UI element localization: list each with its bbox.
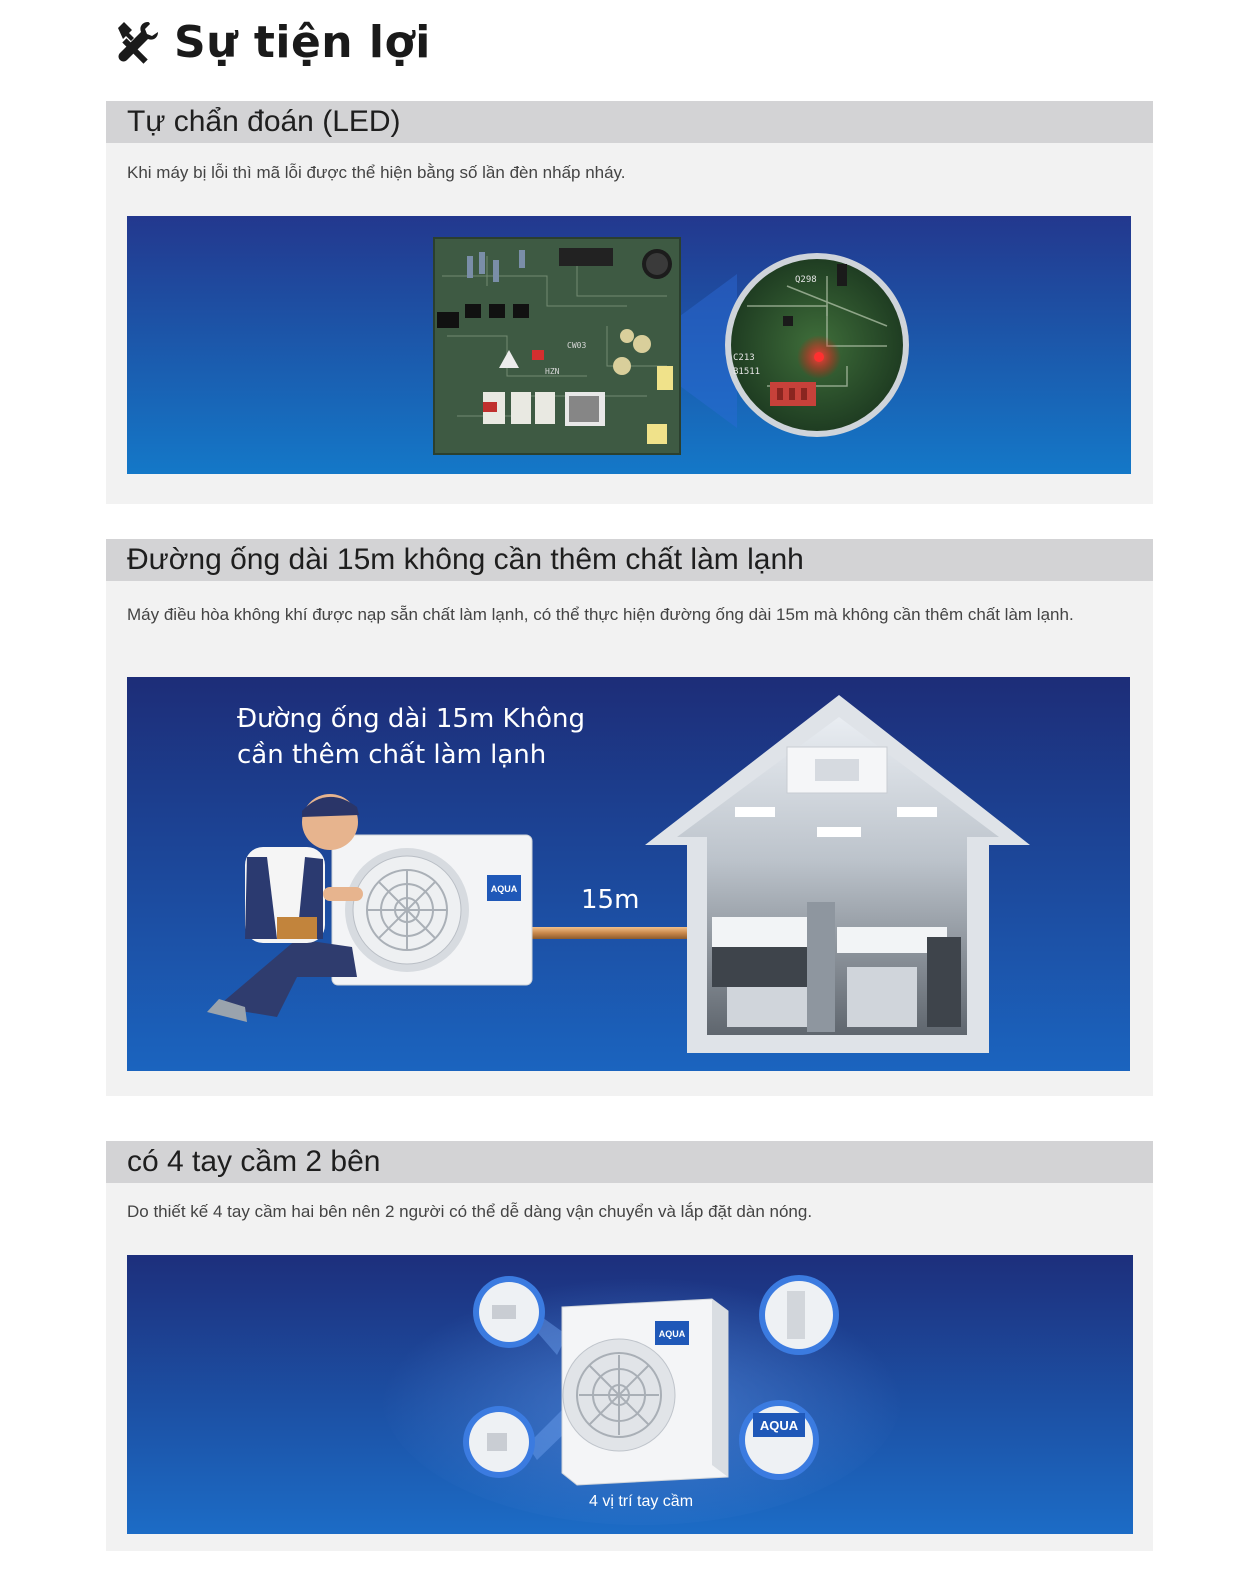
section-heading-bar bbox=[106, 1141, 1153, 1183]
led-banner-image bbox=[127, 216, 1131, 474]
tools-icon bbox=[112, 18, 160, 66]
svg-text:HZN: HZN bbox=[545, 367, 560, 376]
handle-zoom-bottom-left bbox=[463, 1406, 535, 1478]
led-zoom-lens bbox=[725, 253, 909, 437]
page-title-row bbox=[112, 12, 431, 72]
section-heading-bar bbox=[106, 101, 1153, 143]
section-description: Máy điều hòa không khí được nạp sẵn chất làm lạnh, có thể thực hiện đường ống dài 15m mà không cần thêm chất làm lạnh. bbox=[127, 605, 1074, 624]
piping-banner-image bbox=[127, 677, 1130, 1071]
svg-text:CW03: CW03 bbox=[567, 341, 587, 350]
section-description: Do thiết kế 4 tay cầm hai bên nên 2 người có thể dễ dàng vận chuyển và lắp đặt dàn nóng. bbox=[127, 1202, 813, 1221]
brand-logo-text: AQUA bbox=[658, 1329, 686, 1339]
refrigerant-pipe bbox=[527, 927, 692, 939]
section-heading-bar bbox=[106, 539, 1153, 581]
section-led-diagnosis bbox=[106, 101, 1153, 504]
handles-caption: 4 vị trí tay cầm bbox=[589, 1493, 694, 1510]
svg-text:C213: C213 bbox=[733, 353, 755, 363]
handle-zoom-top-left bbox=[473, 1276, 545, 1348]
banner-headline bbox=[237, 701, 585, 773]
banner-headline-line-1: Đường ống dài 15m Không bbox=[237, 704, 585, 734]
outdoor-unit-illustration bbox=[562, 1299, 728, 1485]
page-title: Sự tiện lợi bbox=[174, 16, 431, 68]
section-long-piping bbox=[106, 539, 1153, 1096]
svg-text:B1511: B1511 bbox=[733, 367, 761, 377]
handle-zoom-top-right bbox=[759, 1275, 839, 1355]
svg-text:Q298: Q298 bbox=[795, 275, 817, 285]
section-heading: Tự chẩn đoán (LED) bbox=[127, 105, 401, 138]
banner-headline-line-2: cần thêm chất làm lạnh bbox=[237, 740, 547, 770]
handles-banner-image bbox=[127, 1255, 1133, 1534]
distance-label: 15m bbox=[581, 885, 640, 915]
section-description: Khi máy bị lỗi thì mã lỗi được thể hiện bằng số lần đèn nhấp nháy. bbox=[127, 163, 626, 182]
handle-zoom-bottom-right bbox=[739, 1400, 819, 1480]
brand-logo-text: AQUA bbox=[759, 1418, 799, 1433]
section-heading: Đường ống dài 15m không cần thêm chất làm lạnh bbox=[127, 543, 804, 576]
outdoor-unit-illustration bbox=[332, 835, 532, 985]
brand-logo-text: AQUA bbox=[490, 884, 518, 894]
section-heading: có 4 tay cầm 2 bên bbox=[127, 1145, 381, 1178]
section-four-handles bbox=[106, 1141, 1153, 1551]
circuit-board bbox=[434, 238, 680, 454]
